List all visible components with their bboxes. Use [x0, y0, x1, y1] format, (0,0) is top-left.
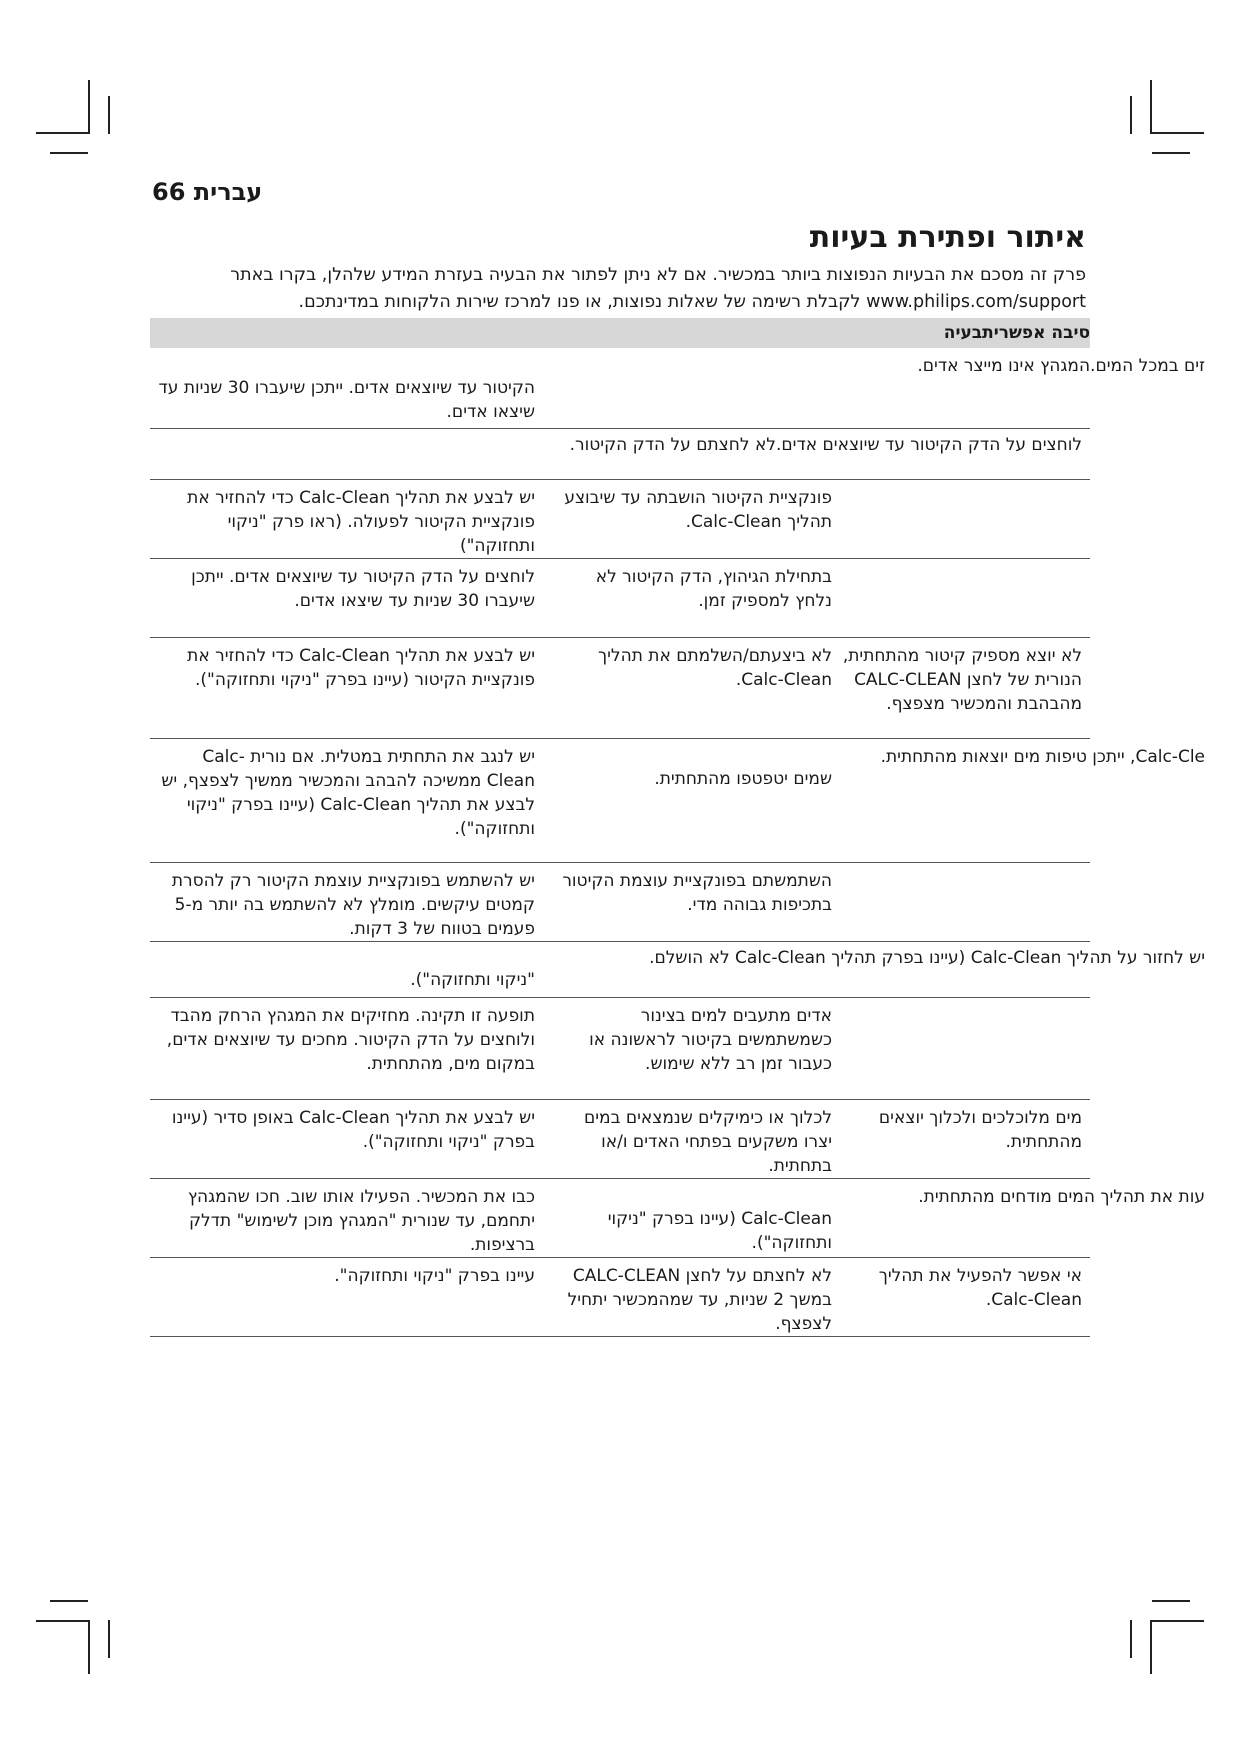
crop-mark — [1152, 1600, 1190, 1602]
cause-cell: פונקציית הקיטור הושבתה עד שיבוצע תהליך Calc-Clean. — [564, 488, 832, 532]
cause-cell: שמים יטפטפו מהתחתית. — [654, 769, 832, 789]
crop-mark — [1150, 1620, 1152, 1674]
table-row — [150, 429, 1090, 480]
cause-cell: לכלוך או כימיקלים שנמצאים במים יצרו משקעים בפתחי האדים ו/או בתחתית. — [583, 1108, 832, 1176]
solution-cell: יש לבצע את תהליך Calc-Clean כדי להחזיר את פונקציית הקיטור לפעולה. (ראו פרק "ניקוי ותחזוקה") — [187, 488, 535, 556]
page-header: עברית 66 — [152, 178, 263, 206]
crop-mark — [50, 152, 88, 154]
table-header-label: סיבה אפשריתבעיה — [943, 323, 1090, 343]
table-row — [150, 942, 1205, 998]
cause-cell: אדים מתעבים למים בצינור כשמשתמשים בקיטור לראשונה או כעבור זמן רב ללא שימוש. — [589, 1006, 832, 1074]
solution-cell: עיינו בפרק "ניקוי ותחזוקה". — [334, 1266, 535, 1286]
cause-cell: לא לחצתם על לחצן CALC-CLEAN במשך 2 שניות, עד שמהמכשיר יתחיל לצפצף. — [567, 1266, 832, 1334]
solution-cell: לוחצים על הדק הקיטור עד שיוצאים אדים. ייתכן שיעברו 30 שניות עד שיצאו אדים. — [191, 567, 535, 611]
problem-cell: לא יוצא מספיק קיטור מהתחתית, הנורית של לחצן CALC-CLEAN מהבהבת והמכשיר מצפצף. — [842, 646, 1082, 714]
table-row — [150, 1258, 1090, 1337]
problem-cell: מים מלוכלכים ולכלוך יוצאים מהתחתית. — [878, 1108, 1082, 1152]
cause-cell: השתמשתם בפונקציית עוצמת הקיטור בתכיפות גבוהה מדי. — [562, 871, 832, 915]
solution-cell: יש לנגב את התחתית במטלית. אם נורית Calc-Clean ממשיכה להבהב והמכשיר ממשיך לצפצף, יש לבצע את תהליך Calc-Clean (עיינו בפרק "ניקוי ותחזוקה"). — [161, 747, 535, 839]
row-overflow-text: עות את תהליך המים מודחים מהתחתית. — [918, 1187, 1205, 1207]
table-row — [150, 998, 1090, 1100]
table-row — [150, 863, 1090, 942]
solution-cell: "ניקוי ותחזוקה"). — [410, 970, 535, 990]
row-overflow-text: Calc-Cle, ייתכן טיפות מים יוצאות מהתחתית. — [880, 747, 1205, 767]
table-row — [150, 348, 1205, 429]
crop-mark — [108, 96, 110, 134]
crop-mark — [88, 80, 90, 134]
solution-cell: יש לבצע את תהליך Calc-Clean באופן סדיר (עיינו בפרק "ניקוי ותחזוקה"). — [171, 1108, 535, 1152]
crop-mark — [36, 132, 88, 134]
crop-mark — [1130, 96, 1132, 134]
crop-mark — [1152, 132, 1204, 134]
table-row — [150, 559, 1090, 638]
page-title: איתור ופתירת בעיות — [809, 220, 1086, 255]
solution-cell: יש לבצע את תהליך Calc-Clean כדי להחזיר את פונקציית הקיטור (עיינו בפרק "ניקוי ותחזוקה"). — [187, 646, 535, 690]
crop-mark — [1152, 152, 1190, 154]
troubleshooting-table — [150, 318, 1205, 1337]
solution-cell: כבו את המכשיר. הפעילו אותו שוב. חכו שהמגהץ יתחמם, עד שנורית "המגהץ מוכן לשימוש" תדלק ברציפות. — [187, 1187, 535, 1255]
table-row — [150, 739, 1205, 863]
table-row — [150, 1100, 1090, 1179]
crop-mark — [50, 1600, 88, 1602]
solution-cell: הקיטור עד שיוצאים אדים. ייתכן שיעברו 30 שניות עד שיצאו אדים. — [158, 378, 535, 422]
table-row — [150, 480, 1090, 559]
crop-mark — [1152, 1620, 1204, 1622]
crop-mark — [1150, 80, 1152, 134]
cause-cell: Calc-Clean (עיינו בפרק "ניקוי ותחזוקה"). — [607, 1209, 832, 1253]
row-overflow-text: יש לחזור על תהליך Calc-Clean (עיינו בפרק תהליך Calc-Clean לא הושלם. — [649, 948, 1205, 968]
solution-cell: תופעה זו תקינה. מחזיקים את המגהץ הרחק מהבד ולוחצים על הדק הקיטור. מחכים עד שיוצאים אדים, במקום מים, מהתחתית. — [166, 1006, 535, 1074]
solution-cell: יש להשתמש בפונקציית עוצמת הקיטור רק להסרת קמטים עיקשים. מומלץ לא להשתמש בה יותר מ-5 פעמים בטווח של 3 דקות. — [171, 871, 535, 939]
crop-mark — [108, 1620, 110, 1658]
row-overflow-text: זים במכל המים.המגהץ אינו מייצר אדים. — [917, 356, 1205, 376]
crop-mark — [1130, 1620, 1132, 1658]
cause-cell: בתחילת הגיהוץ, הדק הקיטור לא נלחץ למספיק זמן. — [595, 567, 832, 611]
intro-paragraph: פרק זה מסכם את הבעיות הנפוצות ביותר במכשיר. אם לא ניתן לפתור את הבעיה בעזרת המידע שלהלן, בקרו באתר www.philips.com/support לקבלת רשימה של שאלות נפוצות, או פנו למרכז שירות הלקוחות במדינתכם. — [230, 265, 1086, 312]
cause-cell: לא ביצעתם/השלמתם את תהליך Calc-Clean. — [598, 646, 832, 690]
row-overflow-text: לוחצים על הדק הקיטור עד שיוצאים אדים.לא לחצתם על הדק הקיטור. — [569, 435, 1082, 455]
crop-mark — [36, 1620, 88, 1622]
crop-mark — [88, 1620, 90, 1674]
table-row — [150, 638, 1090, 739]
table-header — [150, 318, 1090, 348]
problem-cell: אי אפשר להפעיל את תהליך Calc-Clean. — [878, 1266, 1082, 1310]
table-row — [150, 1179, 1205, 1258]
